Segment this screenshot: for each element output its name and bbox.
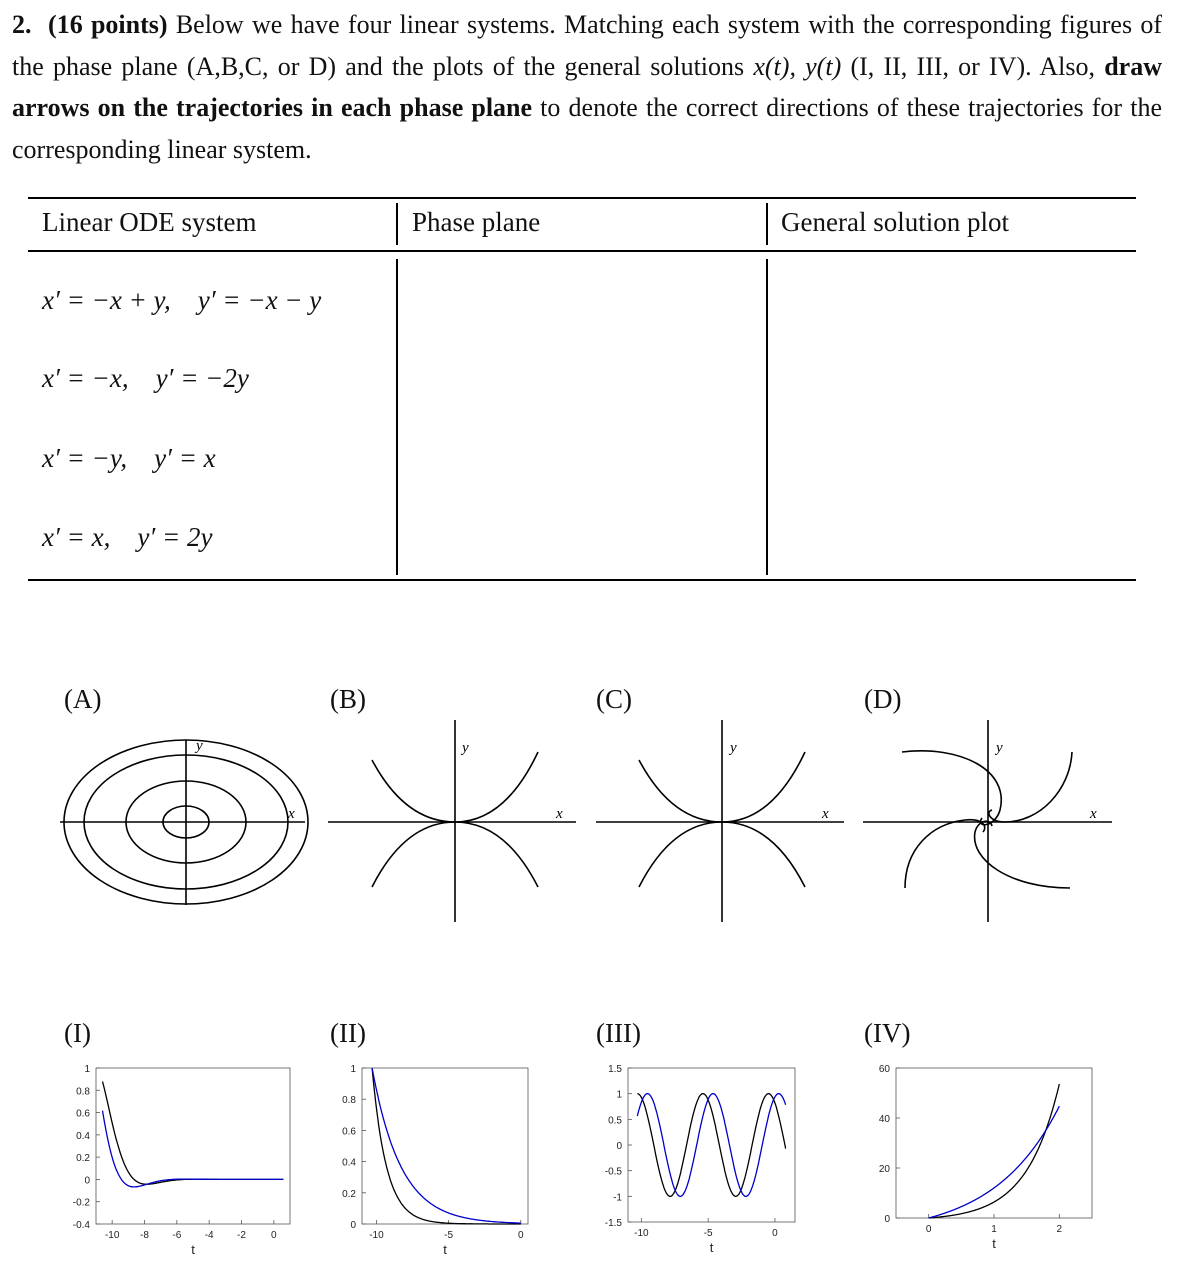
table-row-system: x′ = −y, y′ = x bbox=[42, 443, 216, 473]
header-linear-ode: Linear ODE system bbox=[42, 207, 257, 237]
y-tick-label: 0 bbox=[616, 1141, 622, 1152]
solution-plot-iv-label: (IV) bbox=[864, 1018, 911, 1048]
y-tick-label: -0.2 bbox=[72, 1197, 90, 1209]
header-solution-plot: General solution plot bbox=[781, 207, 1009, 237]
x-tick-label: 0 bbox=[271, 1230, 277, 1241]
x-tick-label: -5 bbox=[444, 1230, 454, 1241]
y-tick-label: 0.2 bbox=[76, 1153, 90, 1165]
y-axis-label: y bbox=[462, 740, 469, 756]
y-axis-label: y bbox=[196, 738, 203, 754]
plot-frame bbox=[896, 1068, 1092, 1218]
x-axis-label: t bbox=[709, 1240, 714, 1255]
y-tick-label: 1 bbox=[616, 1089, 622, 1101]
series-line-x bbox=[103, 1082, 284, 1185]
y-tick-label: 60 bbox=[878, 1064, 890, 1075]
y-tick-label: 0.4 bbox=[342, 1157, 356, 1169]
x-tick-label: 0 bbox=[772, 1228, 778, 1239]
y-tick-label: 0.5 bbox=[608, 1115, 622, 1127]
x-tick-label: 2 bbox=[1056, 1224, 1063, 1235]
series-line-y bbox=[103, 1111, 284, 1187]
x-axis-label: x bbox=[822, 806, 829, 822]
phase-plane-b-label: (B) bbox=[330, 684, 366, 714]
solution-plot-ii-label: (II) bbox=[330, 1018, 366, 1048]
x-tick-label: 1 bbox=[991, 1224, 997, 1235]
x-tick-label: -8 bbox=[140, 1230, 149, 1241]
y-tick-label: -1.5 bbox=[604, 1218, 622, 1229]
problem-text-c: to denote the correct directions of these trajectories for the corresponding linear system. bbox=[12, 93, 1162, 164]
y-tick-label: 1.5 bbox=[608, 1064, 622, 1075]
y-tick-label: -0.4 bbox=[72, 1220, 90, 1231]
y-tick-label: -0.5 bbox=[604, 1166, 622, 1178]
x-tick-label: 0 bbox=[518, 1230, 524, 1241]
phase-plane-c-label: (C) bbox=[596, 684, 632, 714]
y-tick-label: 0.6 bbox=[76, 1108, 90, 1120]
y-tick-label: 40 bbox=[878, 1114, 890, 1125]
series-line-x bbox=[637, 1094, 785, 1197]
y-tick-label: 0.2 bbox=[342, 1188, 356, 1200]
y-tick-label: 0 bbox=[884, 1214, 890, 1225]
x-tick-label: -4 bbox=[204, 1230, 214, 1241]
problem-points: (16 points) bbox=[48, 10, 168, 39]
problem-bold-instruction: draw arrows on the trajectories in each phase plane bbox=[12, 51, 1162, 122]
y-tick-label: 0 bbox=[350, 1220, 356, 1231]
phase-plane-a-label: (A) bbox=[64, 684, 102, 714]
plot-frame bbox=[96, 1068, 290, 1224]
phase-plane-d-label: (D) bbox=[864, 684, 902, 714]
y-tick-label: 1 bbox=[350, 1064, 356, 1075]
y-tick-label: 0.4 bbox=[76, 1130, 90, 1142]
y-axis-label: y bbox=[730, 740, 737, 756]
table-row-system: x′ = −x + y, y′ = −x − y bbox=[42, 285, 322, 315]
plot-frame bbox=[362, 1068, 528, 1224]
y-tick-label: 0 bbox=[84, 1175, 90, 1187]
x-tick-label: -10 bbox=[634, 1228, 649, 1239]
series-line-x bbox=[372, 1068, 521, 1224]
x-tick-label: -2 bbox=[237, 1230, 246, 1241]
x-tick-label: -5 bbox=[703, 1228, 713, 1239]
x-axis-label: t bbox=[443, 1242, 447, 1257]
x-axis-label: x bbox=[556, 806, 563, 822]
x-axis-label: t bbox=[191, 1242, 195, 1257]
y-tick-label: 0.6 bbox=[342, 1126, 356, 1138]
problem-text-b: (I, II, III, or IV). Also, bbox=[841, 51, 1105, 81]
table-row-system: x′ = x, y′ = 2y bbox=[42, 522, 213, 552]
x-axis-label: x bbox=[1090, 806, 1097, 822]
series-line-x bbox=[929, 1084, 1060, 1218]
x-tick-label: -10 bbox=[369, 1230, 384, 1241]
plot-frame bbox=[628, 1068, 795, 1222]
solution-plot-1 bbox=[73, 1064, 290, 1257]
solution-plot-3 bbox=[605, 1064, 795, 1255]
header-phase-plane: Phase plane bbox=[412, 207, 541, 237]
x-tick-label: 0 bbox=[925, 1224, 932, 1235]
y-tick-label: 20 bbox=[878, 1164, 890, 1175]
problem-math: x(t), y(t) bbox=[753, 51, 842, 81]
x-axis-label: t bbox=[992, 1236, 996, 1251]
problem-text-a: Below we have four linear systems. Matching each system with the corresponding figures of the phase plane (A,B,C, or D) and the plots of the general solutions bbox=[12, 10, 1163, 81]
y-tick-label: 0.8 bbox=[342, 1095, 356, 1107]
x-tick-label: -6 bbox=[172, 1230, 182, 1241]
solution-plot-4 bbox=[879, 1064, 1092, 1251]
solution-plot-2 bbox=[342, 1064, 528, 1257]
solution-plot-i-label: (I) bbox=[64, 1018, 91, 1048]
y-axis-label: y bbox=[996, 740, 1003, 756]
x-tick-label: -10 bbox=[104, 1230, 120, 1241]
y-tick-label: 0.8 bbox=[76, 1086, 90, 1098]
table-row-system: x′ = −x, y′ = −2y bbox=[42, 363, 249, 393]
y-tick-label: 1 bbox=[84, 1064, 90, 1075]
problem-number: 2. bbox=[12, 10, 32, 39]
solution-plot-iii-label: (III) bbox=[596, 1018, 641, 1048]
y-tick-label: -1 bbox=[613, 1192, 622, 1204]
series-line-y bbox=[929, 1106, 1060, 1218]
x-axis-label: x bbox=[288, 806, 295, 822]
series-line-y bbox=[372, 1068, 521, 1223]
